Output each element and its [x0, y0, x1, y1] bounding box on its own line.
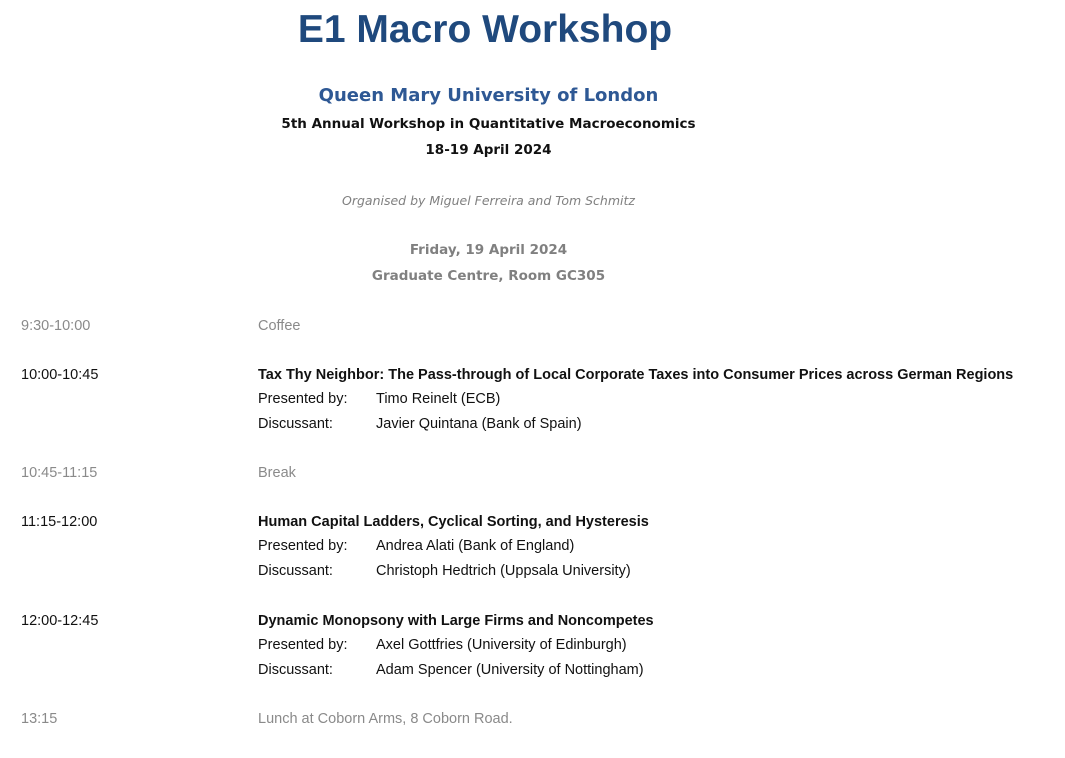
time-slot: 13:15	[21, 711, 58, 727]
discussant-label: Discussant:	[258, 415, 333, 432]
workshop-dates: 18-19 April 2024	[425, 142, 552, 158]
discussant-label: Discussant:	[258, 562, 333, 579]
discussant-label: Discussant:	[258, 661, 333, 678]
presenter-name: Andrea Alati (Bank of England)	[376, 538, 575, 554]
time-slot: 12:00-12:45	[21, 613, 99, 629]
discussant-name: Adam Spencer (University of Nottingham)	[376, 661, 644, 678]
presenter-line	[258, 391, 1058, 416]
workshop-title: E1 Macro Workshop	[297, 8, 673, 51]
discussant-name: Javier Quintana (Bank of Spain)	[376, 415, 582, 432]
coffee-item: Coffee	[258, 318, 301, 334]
session-details	[258, 514, 1058, 587]
discussant-line	[258, 416, 1058, 441]
presenter-name: Axel Gottfries (University of Edinburgh)	[376, 637, 627, 653]
presenter-line	[258, 637, 1058, 662]
time-slot: 10:45-11:15	[21, 465, 98, 481]
break-item: Break	[258, 465, 296, 481]
paper-title: Human Capital Ladders, Cyclical Sorting, and Hysteresis	[258, 514, 649, 530]
paper-title: Dynamic Monopsony with Large Firms and Noncompetes	[258, 613, 654, 629]
time-slot: 10:00-10:45	[21, 367, 99, 383]
session-day: Friday, 19 April 2024	[409, 242, 568, 258]
presenter-line	[258, 538, 1058, 563]
university-name: Queen Mary University of London	[318, 85, 659, 106]
paper-title: Tax Thy Neighbor: The Pass-through of Local Corporate Taxes into Consumer Prices across German Regions	[258, 367, 1014, 383]
presented-by-label: Presented by:	[258, 391, 348, 407]
session-details	[258, 367, 1058, 440]
lunch-item: Lunch at Coborn Arms, 8 Coborn Road.	[258, 711, 513, 727]
presenter-name: Timo Reinelt (ECB)	[376, 391, 501, 407]
organisers-line: Organised by Miguel Ferreira and Tom Schmitz	[342, 193, 635, 208]
presented-by-label: Presented by:	[258, 538, 348, 554]
session-venue: Graduate Centre, Room GC305	[371, 268, 606, 284]
discussant-line	[258, 563, 1058, 588]
discussant-name: Christoph Hedtrich (Uppsala University)	[376, 562, 631, 579]
discussant-line	[258, 662, 1058, 687]
workshop-subtitle: 5th Annual Workshop in Quantitative Macroeconomics	[281, 116, 696, 132]
presented-by-label: Presented by:	[258, 637, 348, 653]
time-slot: 9:30-10:00	[21, 318, 91, 334]
time-slot: 11:15-12:00	[21, 514, 98, 530]
session-details	[258, 613, 1058, 686]
